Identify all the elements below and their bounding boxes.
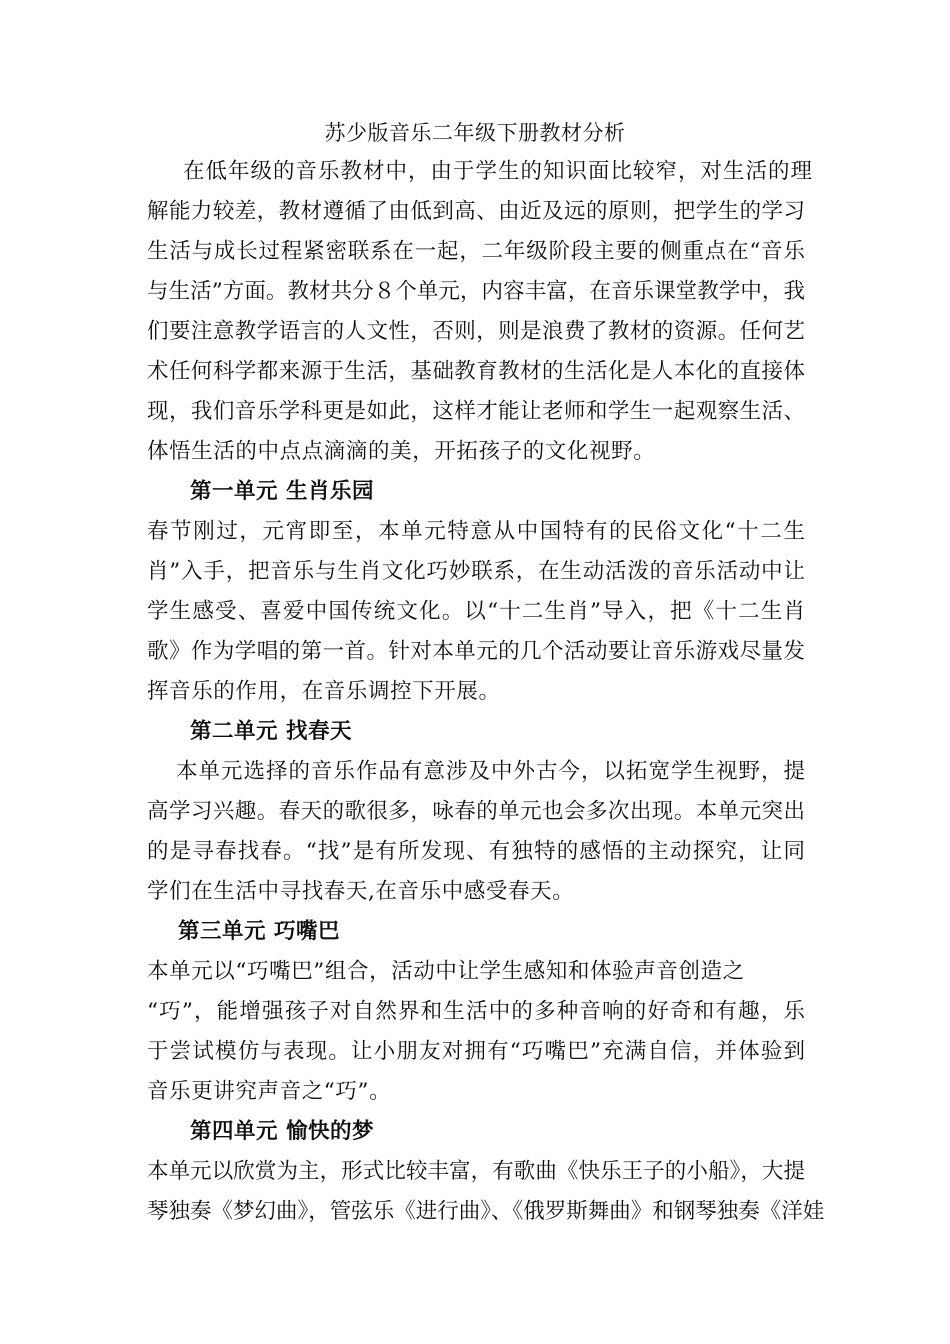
unit-4-line: 琴独奏《梦幻曲》，管弦乐《进行曲》、《俄罗斯舞曲》和钢琴独奏《洋娃: [147, 1199, 825, 1224]
unit-1-line: 肖”入手，把音乐与生肖文化巧妙联系，在生动活泼的音乐活动中让: [147, 559, 805, 584]
unit-2-line: 学们在生活中寻找春天,在音乐中感受春天。: [147, 879, 575, 904]
unit-3-line: 音乐更讲究声音之“巧”。: [147, 1079, 392, 1104]
unit-2-line: 高学习兴趣。春天的歌很多，咏春的单元也会多次出现。本单元突出: [147, 799, 805, 824]
document-title: 苏少版音乐二年级下册教材分析: [324, 121, 626, 145]
unit-4-heading: 第四单元 愉快的梦: [190, 1119, 374, 1144]
unit-1-heading: 第一单元 生肖乐园: [190, 479, 374, 504]
intro-line: 术任何科学都来源于生活，基础教育教材的生活化是人本化的直接体: [147, 359, 805, 384]
unit-2-line: 本单元选择的音乐作品有意涉及中外古今，以拓宽学生视野，提: [176, 759, 805, 784]
intro-line: 体悟生活的中点点滴滴的美，开拓孩子的文化视野。: [147, 439, 656, 464]
unit-2-line: 的是寻春找春。“找”是有所发现、有独特的感悟的主动探究，让同: [147, 839, 805, 864]
unit-1-line: 歌》作为学唱的第一首。针对本单元的几个活动要让音乐游戏尽量发: [147, 639, 805, 664]
intro-line: 与生活”方面。教材共分８个单元，内容丰富，在音乐课堂教学中，我: [147, 279, 805, 304]
intro-line: 现，我们音乐学科更是如此，这样才能让老师和学生一起观察生活、: [147, 399, 805, 424]
unit-1-line: 学生感受、喜爱中国传统文化。以“十二生肖”导入，把《十二生肖: [147, 599, 805, 624]
unit-1-line: 挥音乐的作用，在音乐调控下开展。: [147, 679, 501, 704]
unit-3-heading: 第三单元 巧嘴巴: [178, 919, 340, 944]
intro-line: 生活与成长过程紧密联系在一起，二年级阶段主要的侧重点在“音乐: [147, 239, 805, 264]
intro-line: 在低年级的音乐教材中，由于学生的知识面比较窄，对生活的理: [183, 159, 814, 184]
unit-2-heading: 第二单元 找春天: [190, 719, 352, 744]
intro-line: 解能力较差，教材遵循了由低到高、由近及远的原则，把学生的学习: [147, 199, 805, 224]
unit-3-line: 于尝试模仿与表现。让小朋友对拥有“巧嘴巴”充满自信，并体验到: [147, 1039, 805, 1064]
unit-3-line: 本单元以“巧嘴巴”组合，活动中让学生感知和体验声音创造之: [147, 959, 745, 984]
unit-1-line: 春节刚过，元宵即至，本单元特意从中国特有的民俗文化“十二生: [147, 519, 805, 544]
unit-4-line: 本单元以欣赏为主，形式比较丰富，有歌曲《快乐王子的小船》，大提: [147, 1159, 805, 1184]
intro-line: 们要注意教学语言的人文性，否则，则是浪费了教材的资源。任何艺: [147, 319, 805, 344]
unit-3-line: “巧”，能增强孩子对自然界和生活中的多种音响的好奇和有趣，乐: [147, 999, 805, 1024]
